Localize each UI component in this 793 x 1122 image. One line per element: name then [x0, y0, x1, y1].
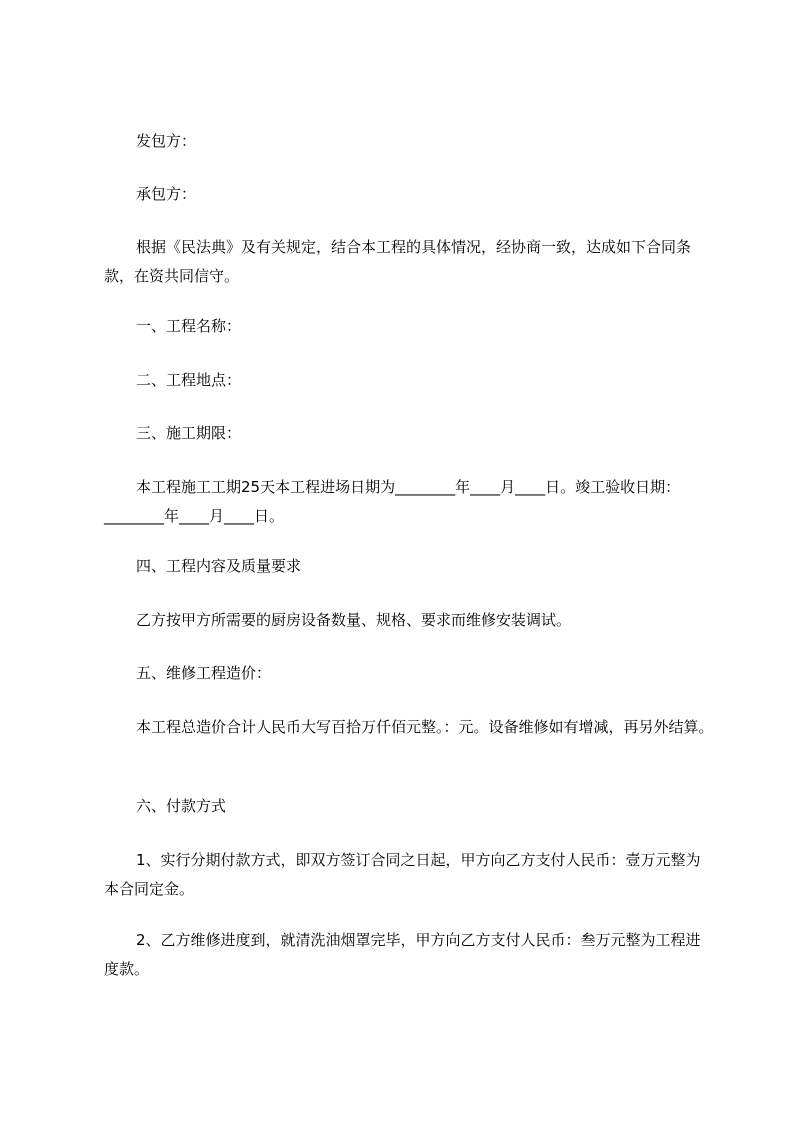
section-3-heading: 三、施工期限：: [136, 424, 242, 442]
section-5-heading: 五、维修工程造价：: [136, 664, 272, 682]
party-b-line: 承包方：: [136, 185, 197, 203]
section-4-body: 乙方按甲方所需要的厨房设备数量、规格、要求而维修安装调试。: [136, 611, 572, 629]
party-a-line: 发包方：: [136, 132, 197, 150]
section-2-heading: 二、工程地点：: [136, 371, 242, 389]
section-5-body: 本工程总造价合计人民币大写百拾万仟佰元整。：元。设备维修如有增减，再另外结算。: [136, 718, 714, 736]
section-4-heading: 四、工程内容及质量要求: [136, 557, 302, 575]
section-6-item-1: 1、实行分期付款方式，即双方签订合同之日起，甲方向乙方支付人民币：壹万元整为本合同定金。: [104, 851, 701, 898]
section-6-item-2: 2、乙方维修进度到，就清洗油烟罩完毕，甲方向乙方支付人民币：叁万元整为工程进度款。: [104, 931, 701, 978]
section-6-heading: 六、付款方式: [136, 797, 227, 815]
section-1-heading: 一、工程名称：: [136, 317, 242, 335]
preamble-paragraph: 根据《民法典》及有关规定，结合本工程的具体情况，经协商一致，达成如下合同条款，在资共同信守。: [104, 238, 692, 285]
section-3-body: 本工程施工工期25天本工程进场日期为________年____月____日。竣工验收日期：________年____月____日。: [104, 478, 681, 525]
